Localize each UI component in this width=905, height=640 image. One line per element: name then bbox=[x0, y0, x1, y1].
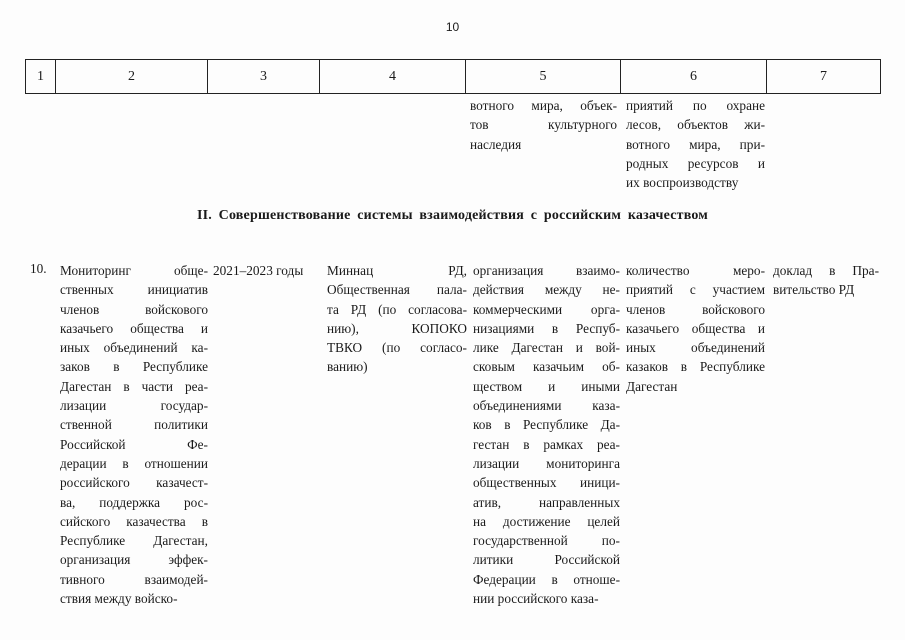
text-line: сийского казачества в bbox=[60, 513, 208, 529]
column-number-2: 2 bbox=[56, 60, 208, 94]
text-line: приятий с участием bbox=[626, 282, 765, 298]
text-line: нии российского каза- bbox=[473, 591, 599, 607]
text-line: лизации государ- bbox=[60, 398, 208, 414]
page-number: 10 bbox=[445, 20, 460, 34]
text-line: ков в Республике Да- bbox=[473, 417, 620, 433]
text-line: лесов, объектов жи- bbox=[626, 117, 765, 133]
text-line: казаков в Республике bbox=[626, 359, 765, 375]
text-line: казачьего общества и bbox=[60, 320, 208, 336]
text-line: лизации мониторинга bbox=[473, 455, 620, 471]
text-line: на достижение целей bbox=[473, 513, 620, 529]
text-line: иных объединений ка- bbox=[60, 340, 208, 356]
text-line: ственной политики bbox=[60, 417, 208, 433]
text-line: их воспроизводству bbox=[626, 175, 739, 191]
text-line: приятий по охране bbox=[626, 98, 765, 113]
text-line: тивного взаимодей- bbox=[60, 571, 208, 587]
text-line: Мониторинг обще- bbox=[60, 263, 208, 278]
text-line: количество меро- bbox=[626, 263, 765, 278]
text-line: Дагестан в части реа- bbox=[60, 378, 208, 394]
carryover-col5-text bbox=[470, 96, 617, 154]
text-line: Российской Фе- bbox=[60, 436, 208, 452]
text-line: организация взаимо- bbox=[473, 263, 620, 278]
row10-responsible-executors bbox=[327, 261, 467, 377]
column-numbers-header bbox=[25, 59, 881, 94]
row10-reporting-form bbox=[773, 261, 879, 300]
text-line: гестан в рамках реа- bbox=[473, 436, 620, 452]
text-line: литики Российской bbox=[473, 552, 620, 568]
text-line: ва, поддержка рос- bbox=[60, 494, 208, 510]
carryover-col6-text bbox=[626, 96, 765, 192]
text-line: Миннац РД, bbox=[327, 263, 467, 278]
text-line: наследия bbox=[470, 136, 522, 152]
text-line: лике Дагестан и вой- bbox=[473, 340, 620, 356]
column-number-3: 3 bbox=[208, 60, 320, 94]
text-line: ствия между войско- bbox=[60, 591, 178, 607]
column-number-6: 6 bbox=[621, 60, 767, 94]
text-line: дерации в отношении bbox=[60, 455, 208, 471]
text-line: организация эффек- bbox=[60, 552, 208, 568]
text-line: ществом и иными bbox=[473, 378, 620, 394]
text-line: вотного мира, объек- bbox=[470, 98, 617, 113]
text-line: Общественная пала- bbox=[327, 282, 467, 298]
row10-measure-description bbox=[60, 261, 208, 608]
text-line: объединениями каза- bbox=[473, 398, 620, 414]
text-line: нию), КОПОКО bbox=[327, 320, 467, 336]
text-line: действия между не- bbox=[473, 282, 620, 298]
text-line: вотного мира, при- bbox=[626, 136, 765, 152]
text-line: ТВКО (по согласо- bbox=[327, 340, 467, 356]
text-line: та РД (по согласова- bbox=[327, 301, 467, 317]
column-number-4: 4 bbox=[320, 60, 466, 94]
text-line: сковым казачьим об- bbox=[473, 359, 620, 375]
text-line: членов войскового bbox=[60, 301, 208, 317]
text-line: иных объединений bbox=[626, 340, 765, 356]
column-number-5: 5 bbox=[466, 60, 621, 94]
text-line: государственной по- bbox=[473, 533, 620, 549]
column-number-1: 1 bbox=[26, 60, 56, 94]
row10-indicator bbox=[626, 261, 765, 396]
column-number-7: 7 bbox=[767, 60, 881, 94]
text-line: коммерческими орга- bbox=[473, 301, 620, 317]
text-line: заков в Республике bbox=[60, 359, 208, 375]
text-line: ванию) bbox=[327, 359, 368, 375]
text-line: вительство РД bbox=[773, 282, 855, 298]
text-line: членов войскового bbox=[626, 301, 765, 317]
text-line: родных ресурсов и bbox=[626, 155, 765, 171]
row10-timeframe bbox=[213, 261, 321, 280]
text-line: низациями в Респуб- bbox=[473, 320, 620, 336]
text-line: 2021–2023 годы bbox=[213, 263, 304, 278]
text-line: Республике Дагестан, bbox=[60, 533, 208, 549]
text-line: казачьего общества и bbox=[626, 320, 765, 336]
text-line: российского казачест- bbox=[60, 475, 208, 491]
text-line: доклад в Пра- bbox=[773, 263, 879, 278]
text-line: Дагестан bbox=[626, 378, 678, 394]
row10-expected-result bbox=[473, 261, 620, 608]
text-line: атив, направленных bbox=[473, 494, 620, 510]
text-line: общественных иници- bbox=[473, 475, 620, 491]
text-line: ственных инициатив bbox=[60, 282, 208, 298]
text-line: Федерации в отноше- bbox=[473, 571, 620, 587]
text-line: тов культурного bbox=[470, 117, 617, 133]
section-title: II. Совершенствование системы взаимодействия с российским казачеством bbox=[196, 208, 709, 223]
row-number: 10. bbox=[30, 261, 47, 276]
